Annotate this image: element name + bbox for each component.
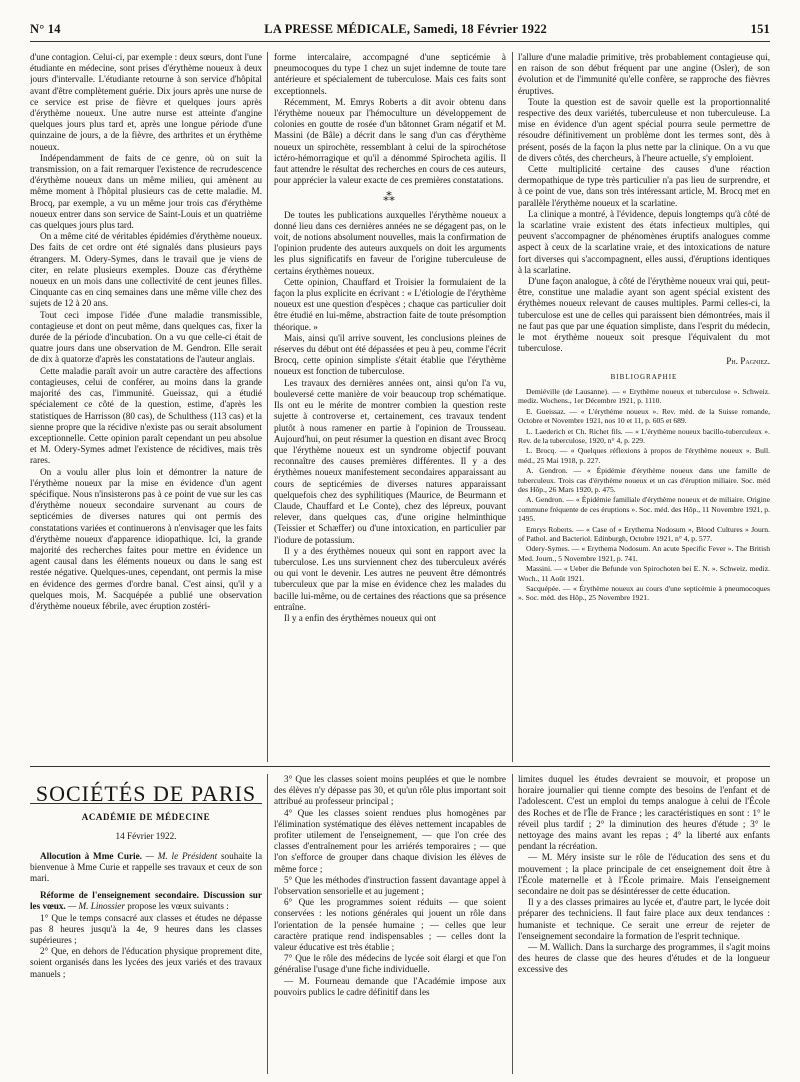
paragraph: On a même cité de véritables épidémies d'érythème noueux. Des faits de cet ordre ont été signalés dans plusieurs pays étrangers. M. Odery-Symes, dans le travail que je viens de citer, en relate plusieurs exemples. Douze cas d'érythème noueux en un mois dans une collectivité de cent jeunes filles. Cinquante cas en cinq semaines dans une même ville chez des sujets de 12 à 20 ans. bbox=[30, 231, 262, 309]
paragraph: forme intercalaire, accompagné d'une septicémie à pneumocoques du type 1 chez un sujet indemne de toute tare antérieure et spécialement de tuberculose. Mais ces faits sont exceptionnels. bbox=[274, 52, 506, 96]
paragraph-text: souhaite la bienvenue à Mme Curie et rappelle ses travaux et ceux de son mari. bbox=[30, 850, 262, 884]
paragraph bbox=[30, 890, 262, 912]
paragraph: Cette opinion, Chauffard et Troisier la formulaient de la façon la plus explicite en écrivant : « L'étiologie de l'érythème noueux est une question d'espèces ; chaque cas particulier doit être étudié en lui-même, abstraction faite de toute présomption théorique. » bbox=[274, 276, 506, 332]
paragraph: — M. Méry insiste sur le rôle de l'éducation des sens et du mouvement ; la place principale de cet enseignement doit être à l'École maternelle et à l'École primaire. Mais l'enseignement secondaire ne doit pas se désintéresser de cette éducation. bbox=[518, 852, 770, 897]
paragraph: La clinique a montré, à l'évidence, depuis longtemps qu'à côté de la scarlatine vraie existent des états infectieux multiples, qui peuvent s'accompagner de phénomènes éruptifs analogues comme aspect à ceux de la scarlatine vraie, et des intoxications de nature fort diverses qui s'accompagnent, elles aussi, d'éruptions identiques à la scarlatine. bbox=[518, 208, 770, 275]
societies-column-3 bbox=[518, 774, 770, 1074]
paragraph: — M. Fourneau demande que l'Académie impose aux pouvoirs publics le cadre définitif dans les bbox=[274, 975, 506, 997]
paragraph: D'une façon analogue, à côté de l'érythème noueux vrai qui, peut-être, constitue une maladie ayant son agent spécial existent des érythèmes noueux relevant de causes multiples. Parmi celles-ci, la tuberculose est une de celles qui paraissent bien démontrées, mais il ne faut pas que par une équation simpliste, dans l'esprit du médecin, le mot érythème noueux soit presque l'équivalent du mot tuberculose. bbox=[518, 276, 770, 354]
paragraph: l'allure d'une maladie primitive, très probablement contagieuse qui, en raison de son début fréquent par une angine (Osler), de son évolution et de l'immunité qu'elle confère, se rapproche des fièvres éruptives. bbox=[518, 52, 770, 96]
paragraph: Cette maladie paraît avoir un autre caractère des affections contagieuses, celui de conférer, au moins dans la grande majorité des cas, l'immunité. Gueissaz, qui a étudié spécialement ce côté de la question, estime, d'après les statistiques de Harrisson (80 cas), de Schulthess (113 cas) et la sienne propre que la récidive n'existe pas ou serait absolument exceptionnelle. Cette opinion paraît cependant un peu absolue et M. Odery-Symes admet l'existence de récidives, mais très rares. bbox=[30, 365, 262, 466]
page-number: 151 bbox=[750, 22, 770, 36]
section-separator: ⁂ bbox=[383, 190, 397, 205]
speaker: — M. Linossier bbox=[68, 901, 125, 912]
running-head bbox=[30, 22, 770, 42]
topic-lead: Allocution à Mme Curie. bbox=[40, 850, 142, 861]
paragraph: Récemment, M. Emrys Roberts a dit avoir obtenu dans l'érythème noueux par l'hémoculture un développement de colonies en goutte de rosée d'un bâtonnet Gram négatif et M. Massini (de Bâle) a décrit dans le sang d'un cas d'érythème noueux un spirochète, ressemblant à celui de la spirochétose ictéro-hémorragique et qu'il a dénommé Spirocheta agilis. Il faut attendre le résultat des recherches en cours de ces auteurs, pour apprécier la valeur exacte de ces premières constatations. bbox=[274, 96, 506, 186]
paragraph: d'une contagion. Celui-ci, par exemple : deux sœurs, dont l'une étudiante en médecine, sont prises d'érythème noueux à deux jours d'intervalle. L'étudiante retourne à son service d'hôpital avant d'être complètement guérie. Dix jours après une nurse de ce service est prise de fièvre et quelques jours après d'érythème noueux. Une autre nurse est atteinte d'angine quelques jours plus tard et, après une longue période d'une quinzaine de jours, a de la fièvre, des arthrites et un érythème noueux. bbox=[30, 52, 262, 152]
column-divider bbox=[512, 774, 513, 1074]
paragraph: Tout ceci impose l'idée d'une maladie transmissible, contagieuse et dont on peut même, dans quelques cas, fixer la durée de la période d'incubation. On a vu que celle-ci était de quatre jours dans une observation de M. Gendron. Elle serait de dix à quatorze d'après les constatations de l'auteur anglais. bbox=[30, 309, 262, 365]
speaker: — M. le Président bbox=[145, 850, 218, 861]
paragraph: Toute la question est de savoir quelle est la proportionnalité respective des deux variétés, tuberculeuse et non tuberculeuse. La mise en évidence d'un agent spécial pourra seule permettre de résoudre définitivement un problème dont les termes sont, dès à présent, posés de la façon la plus nette par la clinique. On a vu que de divers côtés, des chercheurs, à l'heure actuelle, s'y emploient. bbox=[518, 96, 770, 163]
article-column-1 bbox=[30, 52, 262, 762]
article-column-3 bbox=[518, 52, 770, 762]
paragraph: De toutes les publications auxquelles l'érythème noueux a donné lieu dans ces dernières années ne se dégagent pas, on le voit, de notions absolument nouvelles, mais la confirmation de l'opinion prudente des auteurs auxquels on doit les arguments les plus significatifs en faveur de l'origine tuberculeuse de certains érythèmes noueux. bbox=[274, 209, 506, 276]
paragraph bbox=[30, 851, 262, 885]
paragraph: Cette multiplicité certaine des causes d'une réaction dermopathique de type très particulier n'a pas lieu de surprendre, et à ce point de vue, dans son très intéressant article, M. Brocq met en parallèle l'érythème noueux et la scarlatine. bbox=[518, 164, 770, 208]
paragraph: Mais, ainsi qu'il arrive souvent, les conclusions pleines de réserves du début ont été dépassées et peu à peu, comme l'écrit Brocq, cette opinion simpliste s'était établie que l'érythème noueux est fonction de tuberculose. bbox=[274, 332, 506, 377]
list-item: 5° Que les méthodes d'instruction fassent davantage appel à l'observation sensorielle et au jugement ; bbox=[274, 874, 506, 897]
bibliography bbox=[518, 387, 770, 603]
column-divider bbox=[512, 52, 513, 762]
topic-lead: Réforme de l'enseignement secondaire. Discussion sur les vœux. bbox=[30, 890, 262, 912]
bibliography-entry: Odery-Symes. — « Erythema Nodosum. An acute Specific Fever ». The British Med. Journ., 5 Novembre 1921, p. 741. bbox=[518, 544, 770, 563]
bibliography-entry: Demiéville (de Lausanne). — « Erythème noueux et tuberculose ». Schweiz. mediz. Wochens., 1er Décembre 1921, p. 1110. bbox=[518, 386, 770, 406]
bibliography-entry: E. Gueissaz. — « L'érythème noueux ». Rev. méd. de la Suisse romande, Octobre et Novembre 1921, nos 10 et 11, p. 605 et 689. bbox=[518, 406, 770, 426]
paragraph: — M. Wallich. Dans la surcharge des programmes, il s'agit moins des heures de classe que des heures d'études et de la longueur excessive des bbox=[518, 942, 770, 975]
list-item: 6° Que les programmes soient réduits — que soient conservées : les notions générales qui jouent un rôle dans l'orientation de la pensée humaine ; — celles que leur caractère pratique rend indispensables ; — celles dont la valeur éducative est très établie ; bbox=[274, 897, 506, 953]
list-item: 2° Que, en dehors de l'éducation physique proprement dite, soient organisés dans les lycées des jeux variés et des travaux manuels ; bbox=[30, 946, 262, 979]
bibliography-entry: Emrys Roberts. — « Case of « Erythema Nodosum », Blood Cultures » Journ. of Pathol. and Bacteriol. Edinburgh, Octobre 1921, n° 4, p. 577. bbox=[518, 524, 770, 543]
bibliography-entry: Massini. — « Ueber die Befunde von Spirochoten bei E. N. ». Schweiz. mediz. Woch., 11 Août 1921. bbox=[518, 564, 770, 583]
paragraph: Indépendamment de faits de ce genre, où on suit la transmission, on a fait remarquer l'existence de recrudescence d'érythème noueux dans un même milieu, qui amènent au même moment à l'hôpital plusieurs cas de cette maladie. M. Brocq, par exemple, a vu un même jour trois cas d'érythème noueux entrer dans son service de Saint-Louis et un quatrième cas quelques jours plus tard. bbox=[30, 152, 262, 231]
bibliography-entry: L. Brocq. — « Quelques réflexions à propos de l'érythème noueux ». Bull. méd., 25 Mai 1918, p. 227. bbox=[518, 446, 770, 465]
list-item: 4° Que les classes soient rendues plus homogènes par l'élimination systématique des élèves nettement incapables de profiter utilement de l'enseignement, — que l'on crée des classes d'entraînement pour les arriérés temporaires ; — que l'on s'efforce de grouper dans chaque division les élèves de même force ; bbox=[274, 807, 506, 874]
column-divider bbox=[267, 52, 268, 762]
paragraph: On a voulu aller plus loin et démontrer la nature de l'érythème noueux par la mise en évidence d'un agent spécifique. Nous n'insisterons pas à ce point de vue sur les cas d'érythème noueux secondaire survenant au cours de septicémies de diverses natures qui ont permis des constatations variées et continuerons à n'envisager que les faits d'érythème noueux d'apparence idiopathique. Ici, la grande majorité des recherches faites pour mettre en évidence un agent causal dans les éléments noueux ou dans le sang est restée négative. Quelques-unes, cependant, ont permis la mise en évidence des germes d'ordre banal. C'est ainsi, qu'il y a quelques mois, M. Sacquépée a publié une observation d'érythème noueux fébrile, avec éruption zostéri- bbox=[30, 466, 262, 611]
bibliography-entry: Sacquépée. — « Érythème noueux au cours d'une septicémie à pneumocoques ». Soc. méd. des Hôp., 25 Novembre 1921. bbox=[518, 584, 770, 603]
paragraph: Il y a des classes primaires au lycée et, d'autre part, le lycée doit préparer des techniciens. Il faut faire place aux deux tendances : humaniste et technique. Ce serait une erreur de rejeter de l'enseignement secondaire la formation de l'esprit technique. bbox=[518, 897, 770, 941]
list-item: 7° Que le rôle des médecins de lycée soit élargi et que l'on généralise l'usage d'une fiche individuelle. bbox=[274, 953, 506, 975]
bibliography-title: BIBLIOGRAPHIE bbox=[610, 372, 678, 381]
bibliography-entry: A. Gendron. — « Épidémie d'érythème noueux dans une famille de tuberculeux. Trois cas d'érythème noueux et un cas d'éruption miliaire. Soc. méd des Hôp., 26 Mars 1920, p. 475. bbox=[518, 466, 770, 494]
article-column-2 bbox=[274, 52, 506, 762]
list-item: 1° Que le temps consacré aux classes et études ne dépasse pas 8 heures jusqu'à la 4e, 9 heures dans les classes supérieures ; bbox=[30, 912, 262, 946]
societies-column-1 bbox=[30, 774, 262, 1074]
list-item: 3° Que les classes soient moins peuplées et que le nombre des élèves n'y dépasse pas 30, et qu'un rôle plus important soit attribué au professeur principal ; bbox=[274, 774, 506, 807]
bibliography-entry: L. Laederich et Ch. Richet fils. — « L'érythème noueux bacillo-tuberculeux ». Rev. de la tuberculose, 1920, n° 4, p. 229. bbox=[518, 426, 770, 445]
bibliography-entry: A. Gendron. — « Épidémie familiale d'érythème noueux et de miliaire. Origine commune fréquente de ces éruptions ». Soc. méd. des Hôp., 11 Novembre 1921, p. 1495. bbox=[518, 495, 770, 524]
paragraph-text: propose les vœux suivants : bbox=[127, 901, 229, 912]
session-date: 14 Février 1922. bbox=[115, 831, 177, 842]
paragraph: Il y a enfin des érythèmes noueux qui ont bbox=[284, 612, 437, 623]
section-divider bbox=[30, 766, 770, 767]
societies-column-2 bbox=[274, 774, 506, 1074]
journal-title: LA PRESSE MÉDICALE, Samedi, 18 Février 1922 bbox=[264, 22, 547, 36]
academy-heading: ACADÉMIE DE MÉDECINE bbox=[81, 812, 211, 823]
issue-number: N° 14 bbox=[30, 22, 61, 36]
paragraph: limites duquel les études devraient se mouvoir, et propose un horaire journalier qui tienne compte des besoins de l'enfant et de l'adolescent. C'est un emploi du temps analogue à celui de l'École des Roches et de l'Île de France ; les caractéristiques en sont : 1° le réveil plus tardif ; 2° la diminution des heures d'étude ; 3° le nettoyage des mains avant les repas ; 4° la liberté aux enfants pendant la récréation. bbox=[518, 774, 770, 852]
paragraph: Il y a des érythèmes noueux qui sont en rapport avec la tuberculose. Les uns surviennent chez des tuberculeux avérés ou qui vont le devenir. Les autres ne peuvent être démontrés tuberculeux que par la mise en évidence chez les malades du bacille lui-même, ou de certaines des réactions que sa présence entraîne. bbox=[274, 545, 506, 612]
column-divider bbox=[267, 774, 268, 1074]
section-title: SOCIÉTÉS DE PARIS bbox=[30, 788, 262, 804]
paragraph: Les travaux des dernières années ont, ainsi qu'on l'a vu, bouleversé cette manière de voir beaucoup trop schématique. Ils ont eu le mérite de montrer combien la question reste sujette à controverse et, certainement, ces travaux tendent plutôt à nous ramener en partie à l'opinion de Trousseau. Aujourd'hui, on peut résumer la question en disant avec Brocq que l'érythème noueux est un syndrome objectif pouvant reconnaître des causes premières différentes. Il y a des érythèmes noueux manifestement secondaires apparaissant au cours de septicémies de diverses natures apparaissant quelquefois chez des syphilitiques (Maurice, de Beurmann et Claude, Chauffard et Le Conte), chez des lépreux, pouvant relever, dans quelques cas, d'une origine helminthique (Teissier et Schæffer) ou d'une intoxication, en particulier par l'iodure de potassium. bbox=[274, 377, 506, 545]
author-signature: Ph. Pagniez. bbox=[726, 356, 770, 367]
